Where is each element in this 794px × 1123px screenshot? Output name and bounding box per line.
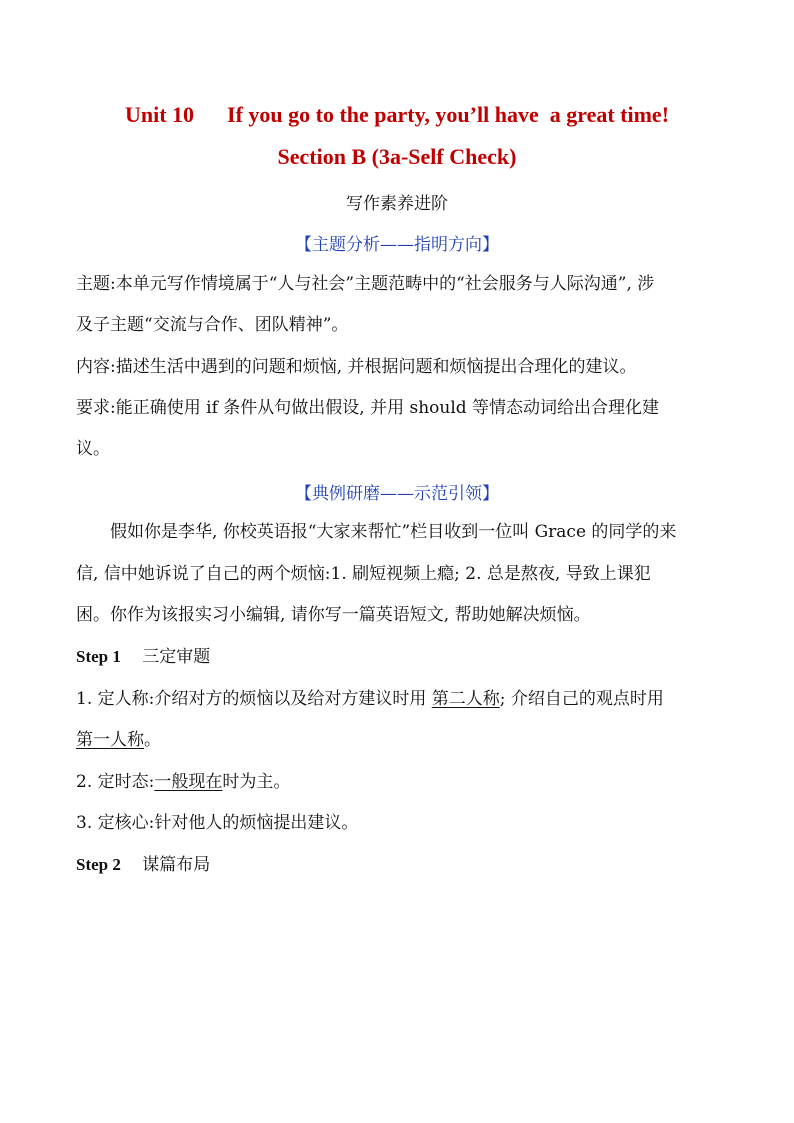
step1-heading <box>76 645 210 669</box>
step2-label: Step 2 <box>76 855 121 874</box>
step1-item-1-prefix: 1. 定人称:介绍对方的烦恼以及给对方建议时用 <box>76 689 432 709</box>
step1-item-2-prefix: 2. 定时态: <box>76 772 155 792</box>
example-para-line-2: 信, 信中她诉说了自己的两个烦恼:1. 刷短视频上瘾; 2. 总是熬夜, 导致上课犯 <box>76 564 651 584</box>
step1-label: Step 1 <box>76 647 121 666</box>
step1-item-1 <box>76 687 664 711</box>
step1-item-1-cont <box>76 728 161 752</box>
theme-heading: 【主题分析——指明方向】 <box>295 235 499 255</box>
topic-line-2: 及子主题“交流与合作、团队精神”。 <box>76 315 349 335</box>
step2-title: 谋篇布局 <box>142 855 211 875</box>
step1-item-2-end: 时为主。 <box>222 772 291 792</box>
section-title: Section B (3a-Self Check) <box>277 144 517 169</box>
requirement-line-2: 议。 <box>76 439 110 459</box>
answer-second-person: 第二人称 <box>431 689 500 709</box>
requirement-line-1: 要求:能正确使用 if 条件从句做出假设, 并用 should 等情态动词给出合理化建 <box>76 398 660 418</box>
content-line: 内容:描述生活中遇到的问题和烦恼, 并根据问题和烦恼提出合理化的建议。 <box>76 357 637 377</box>
page-subtitle: 写作素养进阶 <box>346 194 448 214</box>
step1-item-3: 3. 定核心:针对他人的烦恼提出建议。 <box>76 813 359 833</box>
topic-line-1: 主题:本单元写作情境属于“人与社会”主题范畴中的“社会服务与人际沟通”, 涉 <box>76 274 655 294</box>
step2-heading <box>76 853 210 877</box>
step1-item-1-mid: ; 介绍自己的观点时用 <box>499 689 664 709</box>
answer-tense: 一般现在 <box>154 772 223 792</box>
example-para-line-1: 假如你是李华, 你校英语报“大家来帮忙”栏目收到一位叫 Grace 的同学的来 <box>110 522 677 542</box>
step1-item-1-end: 。 <box>144 730 161 750</box>
answer-first-person: 第一人称 <box>76 730 144 750</box>
step1-title: 三定审题 <box>142 647 211 667</box>
step1-item-2 <box>76 770 290 794</box>
example-heading: 【典例研磨——示范引领】 <box>295 484 499 504</box>
unit-title: Unit 10 If you go to the party, you’ll have a great time! <box>124 102 670 127</box>
example-para-line-3: 困。你作为该报实习小编辑, 请你写一篇英语短文, 帮助她解决烦恼。 <box>76 605 591 625</box>
